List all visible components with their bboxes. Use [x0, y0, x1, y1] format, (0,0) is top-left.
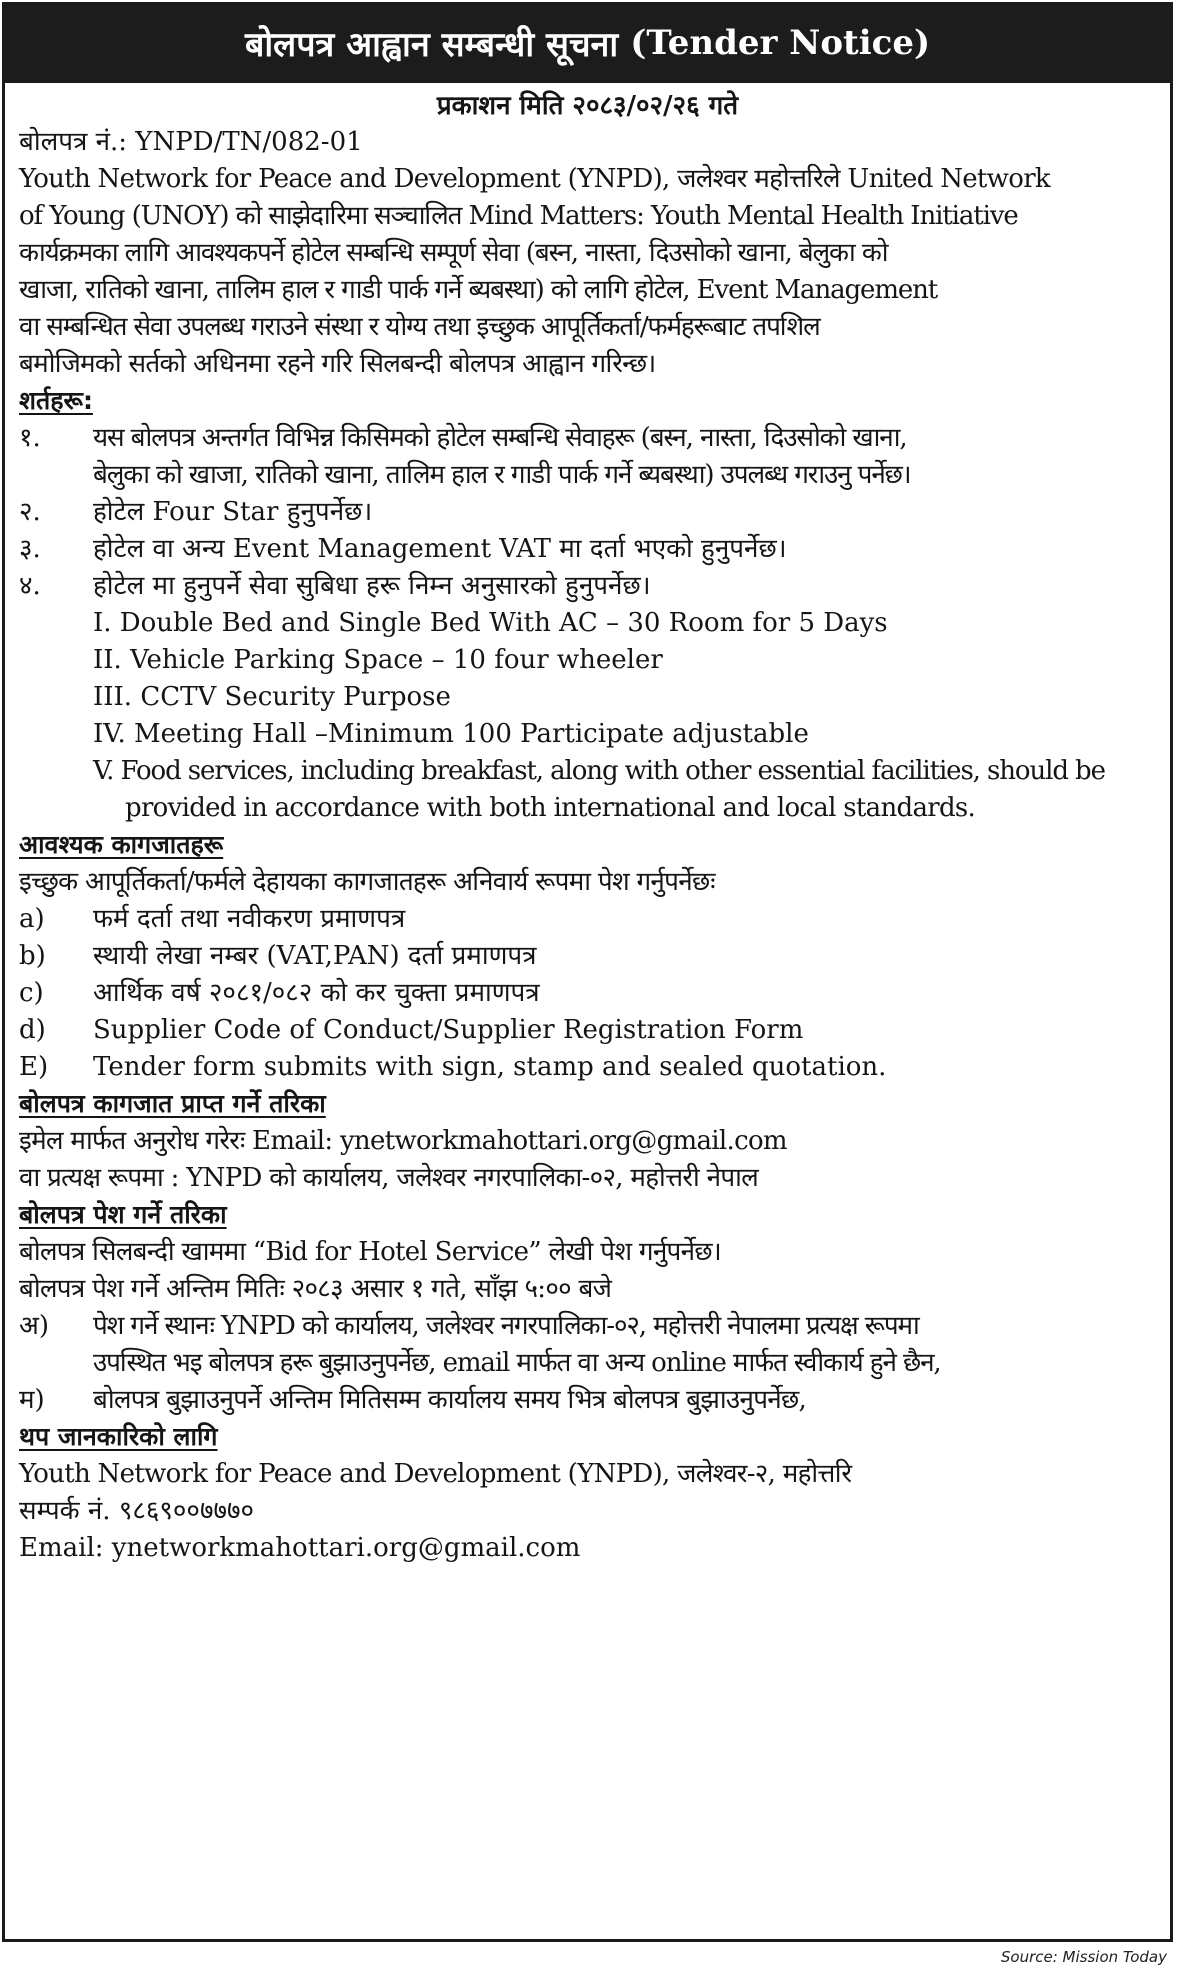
condition-text: बेलुका को खाजा, रातिको खाना, तालिम हाल र गाडी पार्क गर्ने ब्यबस्था) उपलब्ध गराउनु पर्नेछ।	[93, 460, 911, 490]
title-bar	[5, 5, 1170, 80]
condition-number: १.	[19, 423, 41, 453]
submit-line: बोलपत्र सिलबन्दी खाममा “Bid for Hotel Service” लेखी पेश गर्नुपर्नेछ।	[19, 1237, 722, 1267]
intro-line: बमोजिमको सर्तको अधिनमा रहने गरि सिलबन्दी बोलपत्र आह्वान गरिन्छ।	[19, 349, 656, 379]
submit-line: बोलपत्र पेश गर्ने अन्तिम मितिः २०८३ असार १ गते, साँझ ५:०० बजे	[19, 1274, 612, 1304]
conditions-heading: शर्तहरू:	[19, 386, 93, 415]
tender-notice-frame	[2, 2, 1173, 1942]
condition-text: होटेल Four Star हुनुपर्नेछ।	[93, 497, 373, 527]
facility-item: V. Food services, including breakfast, along with other essential facilities, should be	[93, 756, 1105, 786]
intro-line: of Young (UNOY) को साझेदारिमा सञ्चालित Mind Matters: Youth Mental Health Initiative	[19, 201, 1018, 231]
document-letter: a)	[19, 904, 45, 934]
document-text: स्थायी लेखा नम्बर (VAT,PAN) दर्ता प्रमाणपत्र	[93, 941, 537, 971]
submit-item-marker: अ)	[19, 1311, 50, 1341]
title-english: (Tender Notice)	[630, 22, 931, 63]
document-letter: E)	[19, 1052, 49, 1082]
documents-heading: आवश्यक कागजातहरू	[19, 830, 224, 859]
condition-text: यस बोलपत्र अन्तर्गत विभिन्न किसिमको होटेल सम्बन्धि सेवाहरू (बस्न, नास्ता, दिउसोको खाना,	[93, 423, 907, 453]
submit-item-text: उपस्थित भइ बोलपत्र हरू बुझाउनुपर्नेछ, email मार्फत वा अन्य online मार्फत स्वीकार्य हुने छैन,	[93, 1348, 941, 1378]
condition-text: होटेल मा हुनुपर्ने सेवा सुबिधा हरू निम्न अनुसारको हुनुपर्नेछ।	[93, 571, 651, 601]
condition-number: ४.	[19, 571, 41, 601]
contact-email: Email: ynetworkmahottari.org@gmail.com	[19, 1533, 581, 1563]
document-text: फर्म दर्ता तथा नवीकरण प्रमाणपत्र	[93, 904, 406, 934]
submit-item-marker: म)	[19, 1385, 45, 1415]
tender-number: बोलपत्र नं.: YNPD/TN/082-01	[19, 127, 363, 157]
intro-line: Youth Network for Peace and Development (YNPD), जलेश्वर महोत्तरिले United Network	[19, 164, 1050, 194]
condition-text: होटेल वा अन्य Event Management VAT मा दर्ता भएको हुनुपर्नेछ।	[93, 534, 787, 564]
obtain-line: इमेल मार्फत अनुरोध गरेरः Email: ynetworkmahottari.org@gmail.com	[19, 1126, 787, 1156]
document-text: Supplier Code of Conduct/Supplier Registration Form	[93, 1015, 804, 1045]
facility-item: I. Double Bed and Single Bed With AC – 30 Room for 5 Days	[93, 608, 888, 638]
notice-body	[5, 80, 1170, 1563]
facility-item: III. CCTV Security Purpose	[93, 682, 451, 712]
facility-item: II. Vehicle Parking Space – 10 four wheeler	[93, 645, 663, 675]
facility-item-continuation: provided in accordance with both international and local standards.	[125, 793, 976, 823]
contact-org: Youth Network for Peace and Development (YNPD), जलेश्वर-२, महोत्तरि	[19, 1459, 852, 1489]
document-text: आर्थिक वर्ष २०८१/०८२ को कर चुक्ता प्रमाणपत्र	[93, 978, 540, 1008]
submit-heading: बोलपत्र पेश गर्ने तरिका	[19, 1200, 227, 1229]
documents-intro: इच्छुक आपूर्तिकर्ता/फर्मले देहायका कागजातहरू अनिवार्य रूपमा पेश गर्नुपर्नेछः	[19, 867, 715, 897]
publish-date: प्रकाशन मिति २०८३/०२/२६ गते	[436, 91, 739, 121]
obtain-line: वा प्रत्यक्ष रूपमा : YNPD को कार्यालय, जलेश्वर नगरपालिका-०२, महोत्तरी नेपाल	[19, 1163, 759, 1193]
submit-item-text: पेश गर्ने स्थानः YNPD को कार्यालय, जलेश्वर नगरपालिका-०२, महोत्तरी नेपालमा प्रत्यक्ष रूपमा	[93, 1311, 919, 1341]
contact-heading: थप जानकारिको लागि	[19, 1422, 218, 1451]
title-nepali: बोलपत्र आह्वान सम्बन्धी सूचना	[244, 24, 619, 65]
intro-line: कार्यक्रमका लागि आवश्यकपर्ने होटेल सम्बन्धि सम्पूर्ण सेवा (बस्न, नास्ता, दिउसोको खाना, बेलुका को	[19, 238, 888, 268]
condition-number: ३.	[19, 534, 41, 564]
intro-line: वा सम्बन्धित सेवा उपलब्ध गराउने संस्था र योग्य तथा इच्छुक आपूर्तिकर्ता/फर्महरूबाट तपशिल	[19, 312, 820, 342]
document-letter: c)	[19, 978, 44, 1008]
submit-item-text: बोलपत्र बुझाउनुपर्ने अन्तिम मितिसम्म कार्यालय समय भित्र बोलपत्र बुझाउनुपर्नेछ,	[93, 1385, 807, 1415]
document-text: Tender form submits with sign, stamp and sealed quotation.	[93, 1052, 887, 1082]
facility-item: IV. Meeting Hall –Minimum 100 Participate adjustable	[93, 719, 809, 749]
document-letter: d)	[19, 1015, 46, 1045]
condition-number: २.	[19, 497, 41, 527]
obtain-heading: बोलपत्र कागजात प्राप्त गर्ने तरिका	[19, 1089, 326, 1118]
intro-line: खाजा, रातिको खाना, तालिम हाल र गाडी पार्क गर्ने ब्यबस्था) को लागि होटेल, Event Management	[19, 275, 938, 305]
contact-phone: सम्पर्क नं. ९८६९००७७७०	[19, 1496, 255, 1526]
document-letter: b)	[19, 941, 46, 971]
source-credit: Source: Mission Today	[1000, 1948, 1167, 1966]
